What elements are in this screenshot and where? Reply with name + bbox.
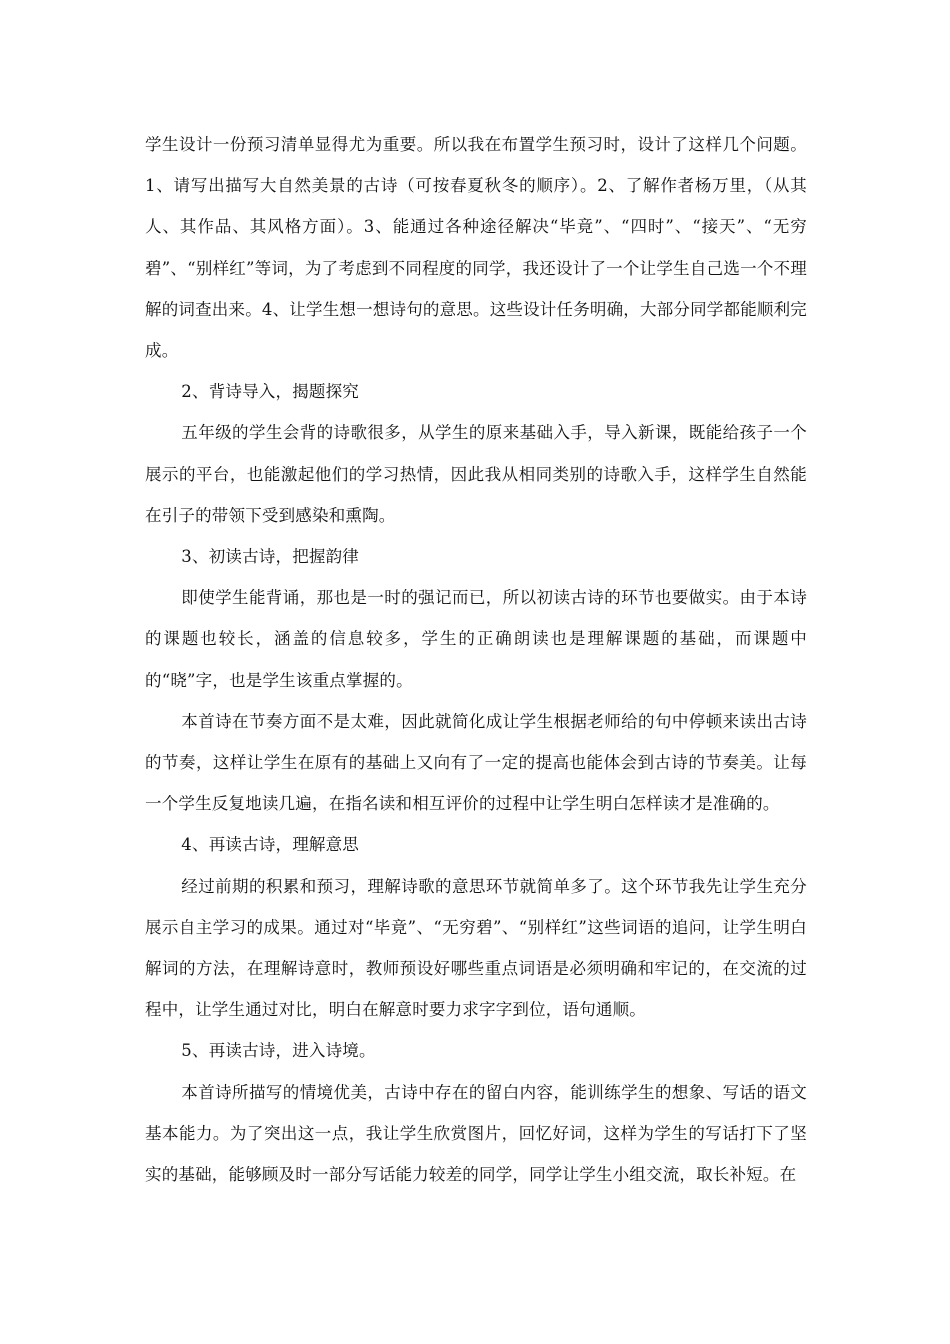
paragraph-step-2: 五年级的学生会背的诗歌很多，从学生的原来基础入手，导入新课，既能给孩子一个展示的平台，也能激起他们的学习热情，因此我从相同类别的诗歌入手，这样学生自然能在引子的带领下受到感染和熏陶。 [145,423,807,525]
paragraph-step-4: 经过前期的积累和预习，理解诗歌的意思环节就简单多了。这个环节我先让学生充分展示自主学习的成果。通过对“毕竟”、“无穷碧”、“别样红”这些词语的追问，让学生明白解词的方法，在理解诗意时，教师预设好哪些重点词语是必须明确和牢记的，在交流的过程中，让学生通过对比，明白在解意时要力求字字到位，语句通顺。 [145,876,807,1020]
paragraph-preview-questions: 学生设计一份预习清单显得尤为重要。所以我在布置学生预习时，设计了这样几个问题。1、请写出描写大自然美景的古诗（可按春夏秋冬的顺序）。2、了解作者杨万里，（从其人、其作品、其风格方面）。3、能通过各种途径解决“毕竟”、“四时”、“接天”、“无穷碧”、“别样红”等词，为了考虑到不同程度的同学，我还设计了一个让学生自己选一个不理解的词查出来。4、让学生想一想诗句的意思。这些设计任务明确，大部分同学都能顺利完成。 [145,135,807,361]
document-body [145,124,807,1195]
paragraph-step-5: 本首诗所描写的情境优美，古诗中存在的留白内容，能训练学生的想象、写话的语文基本能力。为了突出这一点，我让学生欣赏图片，回忆好词，这样为学生的写话打下了坚实的基础，能够顾及时一部分写话能力较差的同学，同学让学生小组交流，取长补短。在 [145,1082,807,1185]
heading-step-3: 3、初读古诗，把握韵律 [181,547,359,567]
heading-step-5: 5、再读古诗，进入诗境。 [181,1041,376,1061]
paragraph-step-3-a: 即使学生能背诵，那也是一时的强记而已，所以初读古诗的环节也要做实。由于本诗的课题也较长，涵盖的信息较多，学生的正确朗读也是理解课题的基础，而课题中的“晓”字，也是学生该重点掌握的。 [145,588,807,690]
paragraph-step-3-b: 本首诗在节奏方面不是太难，因此就简化成让学生根据老师给的句中停顿来读出古诗的节奏，这样让学生在原有的基础上又向有了一定的提高也能体会到古诗的节奏美。让每一个学生反复地读几遍，在指名读和相互评价的过程中让学生明白怎样读才是准确的。 [145,711,807,814]
heading-step-4: 4、再读古诗，理解意思 [181,835,359,855]
heading-step-2: 2、背诗导入，揭题探究 [181,382,359,402]
